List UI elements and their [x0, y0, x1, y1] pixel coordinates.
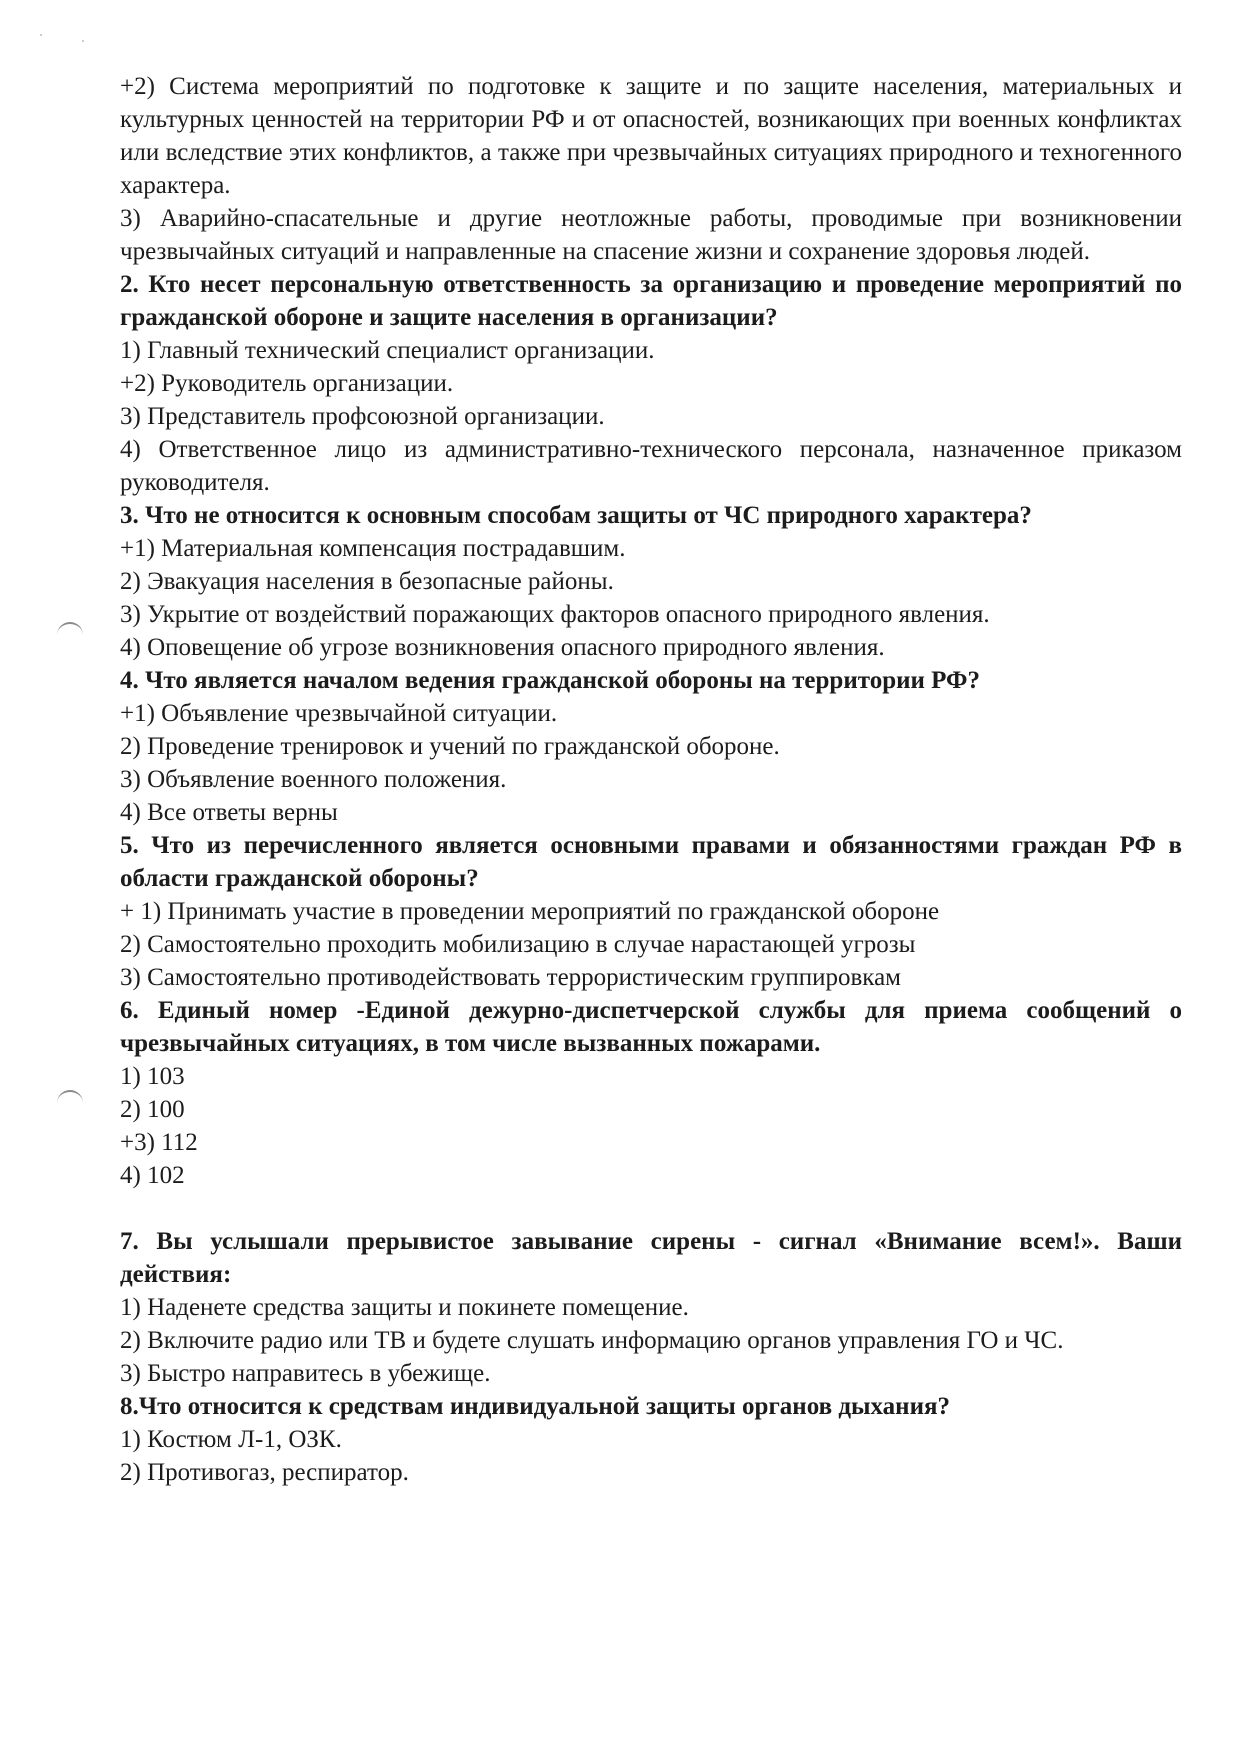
answer-option: 1) 103 — [120, 1063, 185, 1090]
answer-option: 2) Проведение тренировок и учений по гражданской обороне. — [120, 733, 780, 760]
answer-option: 2) Эвакуация населения в безопасные районы. — [120, 568, 614, 595]
answer-option: +1) Материальная компенсация пострадавшим. — [120, 535, 626, 562]
answer-option: + 1) Принимать участие в проведении мероприятий по гражданской обороне — [120, 898, 940, 925]
question-text: 4. Что является началом ведения гражданской обороны на территории РФ? — [120, 667, 980, 694]
answer-option: 3) Укрытие от воздействий поражающих факторов опасного природного явления. — [120, 601, 990, 628]
question-text: 3. Что не относится к основным способам защиты от ЧС природного характера? — [120, 502, 1032, 529]
answer-option: 3) Самостоятельно противодействовать террористическим группировкам — [120, 964, 901, 991]
answer-option: 4) Оповещение об угрозе возникновения опасного природного явления. — [120, 634, 885, 661]
answer-option: 3) Объявление военного положения. — [120, 766, 507, 793]
answer-option: 3) Представитель профсоюзной организации. — [120, 403, 605, 430]
scan-speck — [82, 40, 84, 42]
question-text: 2. Кто несет персональную ответственность за организацию и проведение мероприятий по гражданской обороне и защите населения в организации? — [120, 271, 1182, 331]
document-page — [120, 70, 1182, 1489]
answer-option: +1) Объявление чрезвычайной ситуации. — [120, 700, 558, 727]
question-text: 5. Что из перечисленного является основными правами и обязанностями граждан РФ в области гражданской обороны? — [120, 832, 1182, 892]
answer-option: 1) Костюм Л-1, ОЗК. — [120, 1426, 342, 1453]
question-text: 6. Единый номер -Единой дежурно-диспетчерской службы для приема сообщений о чрезвычайных ситуациях, в том числе вызванных пожарами. — [120, 997, 1182, 1057]
answer-option: 1) Наденете средства защиты и покинете помещение. — [120, 1294, 689, 1321]
answer-option: 3) Быстро направитесь в убежище. — [120, 1360, 491, 1387]
answer-option: 1) Главный технический специалист организации. — [120, 337, 655, 364]
blank-line — [120, 1192, 1182, 1225]
question-text: 8.Что относится к средствам индивидуальной защиты органов дыхания? — [120, 1393, 951, 1420]
answer-option: 2) 100 — [120, 1096, 185, 1123]
answer-option: +2) Руководитель организации. — [120, 370, 454, 397]
answer-option: 4) Все ответы верны — [120, 799, 338, 826]
answer-option: 2) Противогаз, респиратор. — [120, 1459, 409, 1486]
paragraph-text: 3) Аварийно-спасательные и другие неотложные работы, проводимые при возникновении чрезвычайных ситуаций и направленные на спасение жизни и сохранение здоровья людей. — [120, 205, 1182, 265]
punch-hole-mark — [57, 622, 83, 638]
answer-option: 4) 102 — [120, 1162, 185, 1189]
paragraph-text: +2) Система мероприятий по подготовке к защите и по защите населения, материальных и культурных ценностей на территории РФ и от опасностей, возникающих при военных конфликтах или вследствие этих конфликтов, а также при чрезвычайных ситуациях природного и техногенного характера. — [120, 73, 1182, 199]
answer-option: 2) Самостоятельно проходить мобилизацию в случае нарастающей угрозы — [120, 931, 916, 958]
scan-speck — [40, 34, 42, 36]
question-text: 7. Вы услышали прерывистое завывание сирены - сигнал «Внимание всем!». Ваши действия: — [120, 1228, 1182, 1288]
paragraph-text: 4) Ответственное лицо из административно-технического персонала, назначенное приказом руководителя. — [120, 436, 1182, 496]
paragraph-text: 2) Включите радио или ТВ и будете слушать информацию органов управления ГО и ЧС. — [120, 1327, 1064, 1354]
punch-hole-mark — [57, 1090, 83, 1106]
answer-option: +3) 112 — [120, 1129, 198, 1156]
